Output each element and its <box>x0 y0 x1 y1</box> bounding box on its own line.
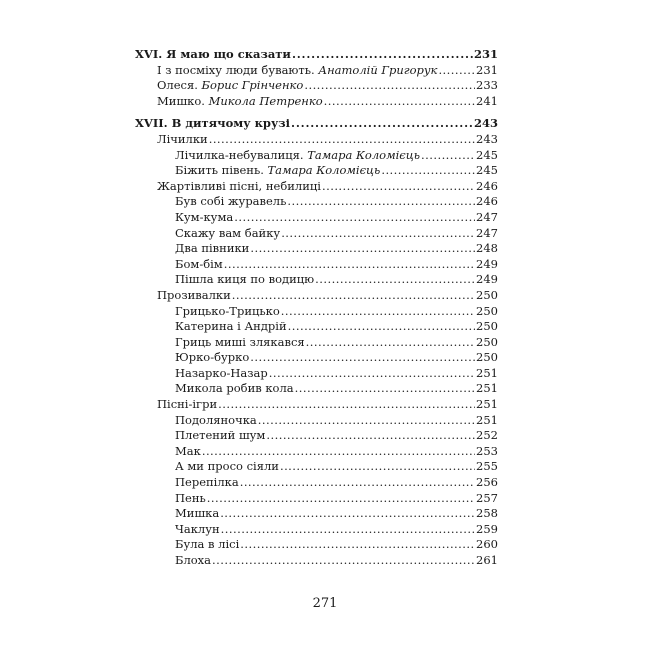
toc-entry-page-number: 250 <box>476 319 498 334</box>
dot-leader <box>281 304 475 320</box>
dot-leader <box>304 78 475 94</box>
table-of-contents <box>135 47 498 569</box>
toc-entry-page-number: 241 <box>476 93 498 108</box>
toc-entry-page-number: 248 <box>476 241 498 256</box>
dot-leader <box>258 413 475 429</box>
dot-leader <box>240 475 475 491</box>
toc-entry-page-number: 231 <box>473 47 498 61</box>
toc-entry-title <box>175 366 268 382</box>
dot-leader <box>212 553 475 569</box>
toc-entry-title-text: Два півники <box>175 241 250 256</box>
dot-leader <box>322 179 475 195</box>
dot-leader <box>291 116 473 132</box>
dot-leader <box>232 288 475 304</box>
toc-entry-title <box>157 132 208 148</box>
toc-entry[interactable] <box>135 94 498 110</box>
toc-entry-title-text: Грицько-Трицько <box>175 303 280 318</box>
toc-entry-title-text: Мишко. <box>157 93 205 108</box>
toc-entry[interactable] <box>135 350 498 366</box>
toc-entry-title-text: Назарко-Назар <box>175 365 268 380</box>
dot-leader <box>438 63 475 79</box>
toc-entry[interactable] <box>135 194 498 210</box>
toc-section-heading[interactable] <box>135 47 498 63</box>
toc-entry-title-text: Гриць миші злякався <box>175 334 305 349</box>
dot-leader <box>295 381 475 397</box>
toc-entry-author: Микола Петренко <box>208 93 323 108</box>
toc-entry-title <box>175 553 211 569</box>
toc-entry[interactable] <box>135 522 498 538</box>
toc-entry[interactable] <box>135 475 498 491</box>
toc-entry-title-text: Була в лісі <box>175 537 240 552</box>
toc-entry-page-number: 258 <box>476 506 498 521</box>
dot-leader <box>280 459 475 475</box>
toc-section-heading[interactable] <box>135 116 498 132</box>
toc-entry-title-text: Мак <box>175 443 201 458</box>
toc-entry[interactable] <box>135 491 498 507</box>
dot-leader <box>202 444 475 460</box>
toc-entry-title-text: Жартівливі пісні, небилиці <box>157 178 321 193</box>
toc-entry-title <box>175 522 220 538</box>
dot-leader <box>221 522 475 538</box>
toc-entry-page-number: 246 <box>476 194 498 209</box>
toc-entry-title <box>175 148 420 164</box>
dot-leader <box>220 506 475 522</box>
toc-entry-title-text: І з посміху люди бувають. <box>157 62 315 77</box>
toc-entry-title <box>175 272 314 288</box>
toc-entry-title <box>157 78 303 94</box>
dot-leader <box>281 226 475 242</box>
toc-entry-title-text: Плетений шум <box>175 428 266 443</box>
toc-entry-page-number: 247 <box>476 225 498 240</box>
toc-entry-title-text: Микола робив кола <box>175 381 294 396</box>
dot-leader <box>218 397 475 413</box>
toc-entry-page-number: 249 <box>476 272 498 287</box>
toc-entry-title <box>175 241 249 257</box>
toc-entry-title <box>175 413 257 429</box>
toc-entry-title <box>175 163 380 179</box>
toc-entry-author: Анатолій Григорук <box>318 62 438 77</box>
toc-entry-title <box>175 257 223 273</box>
toc-entry-title <box>175 444 201 460</box>
dot-leader <box>292 47 473 63</box>
toc-entry[interactable] <box>135 366 498 382</box>
toc-entry-title <box>175 428 265 444</box>
toc-entry-page-number: 255 <box>476 459 498 474</box>
toc-entry[interactable] <box>135 241 498 257</box>
toc-entry[interactable] <box>135 459 498 475</box>
toc-entry[interactable] <box>135 179 498 195</box>
dot-leader <box>269 366 475 382</box>
toc-entry[interactable] <box>135 210 498 226</box>
toc-entry-author: Борис Грінченко <box>201 78 304 93</box>
toc-entry[interactable] <box>135 163 498 179</box>
toc-entry[interactable] <box>135 272 498 288</box>
dot-leader <box>324 94 475 110</box>
toc-entry[interactable] <box>135 78 498 94</box>
toc-entry-page-number: 250 <box>476 350 498 365</box>
toc-entry-title <box>175 506 219 522</box>
toc-entry[interactable] <box>135 381 498 397</box>
toc-entry-title-text: Олеся. <box>157 78 198 93</box>
toc-entry-title <box>175 335 305 351</box>
toc-entry-page-number: 231 <box>476 62 498 77</box>
toc-entry[interactable] <box>135 148 498 164</box>
toc-entry-title <box>175 491 206 507</box>
toc-entry-title <box>135 47 291 63</box>
dot-leader <box>234 210 475 226</box>
toc-entry-page-number: 251 <box>476 397 498 412</box>
toc-entry-page-number: 261 <box>476 553 498 567</box>
toc-entry-title-text: Пісні-ігри <box>157 397 218 412</box>
toc-entry[interactable] <box>135 397 498 413</box>
dot-leader <box>207 491 475 507</box>
dot-leader <box>224 257 475 273</box>
toc-entry-title <box>175 537 239 553</box>
toc-entry-title <box>175 459 279 475</box>
toc-entry-title-text: Лічилка-небувалиця. <box>175 147 304 162</box>
toc-entry-page-number: 251 <box>476 381 498 396</box>
toc-entry-page-number: 245 <box>476 147 498 162</box>
toc-entry-title <box>157 94 323 110</box>
toc-entry-title <box>157 63 437 79</box>
toc-entry-page-number: 249 <box>476 256 498 271</box>
toc-entry-page-number: 251 <box>476 365 498 380</box>
toc-entry-page-number: 259 <box>476 521 498 536</box>
toc-entry-title-text: Пень <box>175 490 206 505</box>
toc-entry-title-text: Кум-кума <box>175 209 234 224</box>
dot-leader <box>266 428 475 444</box>
toc-entry-title <box>157 288 231 304</box>
toc-entry-title-text: Пішла киця по водицю <box>175 272 315 287</box>
toc-entry-title <box>157 397 217 413</box>
toc-entry-page-number: 251 <box>476 412 498 427</box>
toc-entry-title-text: Прозивалки <box>157 287 231 302</box>
toc-entry-title <box>175 194 286 210</box>
toc-entry-page-number: 260 <box>476 537 498 552</box>
toc-entry[interactable] <box>135 63 498 79</box>
toc-entry[interactable] <box>135 335 498 351</box>
toc-entry-page-number: 243 <box>473 116 498 131</box>
toc-entry-title-text: Мишка <box>175 506 220 521</box>
toc-entry[interactable] <box>135 132 498 148</box>
dot-leader <box>250 350 475 366</box>
toc-entry-title-text: Був собі журавель <box>175 194 287 209</box>
dot-leader <box>306 335 475 351</box>
toc-entry-title-text: Бом-бім <box>175 256 223 271</box>
toc-entry-page-number: 256 <box>476 475 498 490</box>
toc-entry[interactable] <box>135 413 498 429</box>
toc-entry-title-text: Скажу вам байку <box>175 225 281 240</box>
toc-entry-title-text: Лічилки <box>157 131 208 146</box>
toc-entry[interactable] <box>135 506 498 522</box>
toc-entry-page-number: 247 <box>476 209 498 224</box>
dot-leader <box>315 272 475 288</box>
toc-entry-page-number: 252 <box>476 428 498 443</box>
toc-entry-page-number: 243 <box>476 131 498 146</box>
dot-leader <box>288 319 475 335</box>
toc-entry-page-number: 250 <box>476 287 498 302</box>
toc-entry[interactable] <box>135 444 498 460</box>
toc-entry-title-text: XVII. В дитячому крузі <box>135 116 291 131</box>
toc-entry-title <box>175 475 239 491</box>
toc-entry-page-number: 257 <box>476 490 498 505</box>
toc-entry-title <box>175 381 294 397</box>
toc-entry-title <box>135 116 290 132</box>
toc-entry-title-text: Перепілка <box>175 475 239 490</box>
toc-entry-author: Тамара Коломієць <box>307 147 421 162</box>
toc-entry[interactable] <box>135 226 498 242</box>
toc-entry-title-text: Подоляночка <box>175 412 257 427</box>
toc-entry-title <box>175 350 249 366</box>
toc-entry[interactable] <box>135 257 498 273</box>
toc-entry-page-number: 250 <box>476 303 498 318</box>
dot-leader <box>421 148 475 164</box>
toc-entry-page-number: 253 <box>476 443 498 458</box>
toc-entry[interactable] <box>135 319 498 335</box>
dot-leader <box>287 194 475 210</box>
toc-entry-page-number: 250 <box>476 334 498 349</box>
toc-entry-title <box>175 304 280 320</box>
toc-entry-title-text: Блоха <box>175 553 212 567</box>
toc-entry-title <box>175 226 280 242</box>
toc-entry-page-number: 233 <box>476 78 498 93</box>
page-number: 271 <box>312 596 338 611</box>
dot-leader <box>209 132 475 148</box>
toc-entry-title-text: XVI. Я маю що сказати <box>135 47 291 61</box>
toc-entry-title <box>157 179 321 195</box>
toc-entry-title-text: А ми просо сіяли <box>175 459 279 474</box>
toc-entry[interactable] <box>135 428 498 444</box>
toc-entry-title-text: Чаклун <box>175 521 220 536</box>
toc-entry-title <box>175 319 287 335</box>
toc-entry-title-text: Юрко-бурко <box>175 350 250 365</box>
toc-entry[interactable] <box>135 553 498 569</box>
toc-entry-title-text: Біжить півень. <box>175 163 264 178</box>
toc-entry-page-number: 245 <box>476 163 498 178</box>
dot-leader <box>250 241 475 257</box>
toc-entry-author: Тамара Коломієць <box>267 163 381 178</box>
dot-leader <box>240 537 475 553</box>
section-spacer <box>135 109 498 116</box>
toc-entry-page-number: 246 <box>476 178 498 193</box>
toc-entry-title-text: Катерина і Андрій <box>175 319 287 334</box>
toc-entry[interactable] <box>135 288 498 304</box>
toc-entry[interactable] <box>135 537 498 553</box>
toc-entry[interactable] <box>135 304 498 320</box>
toc-entry-title <box>175 210 233 226</box>
dot-leader <box>381 163 475 179</box>
